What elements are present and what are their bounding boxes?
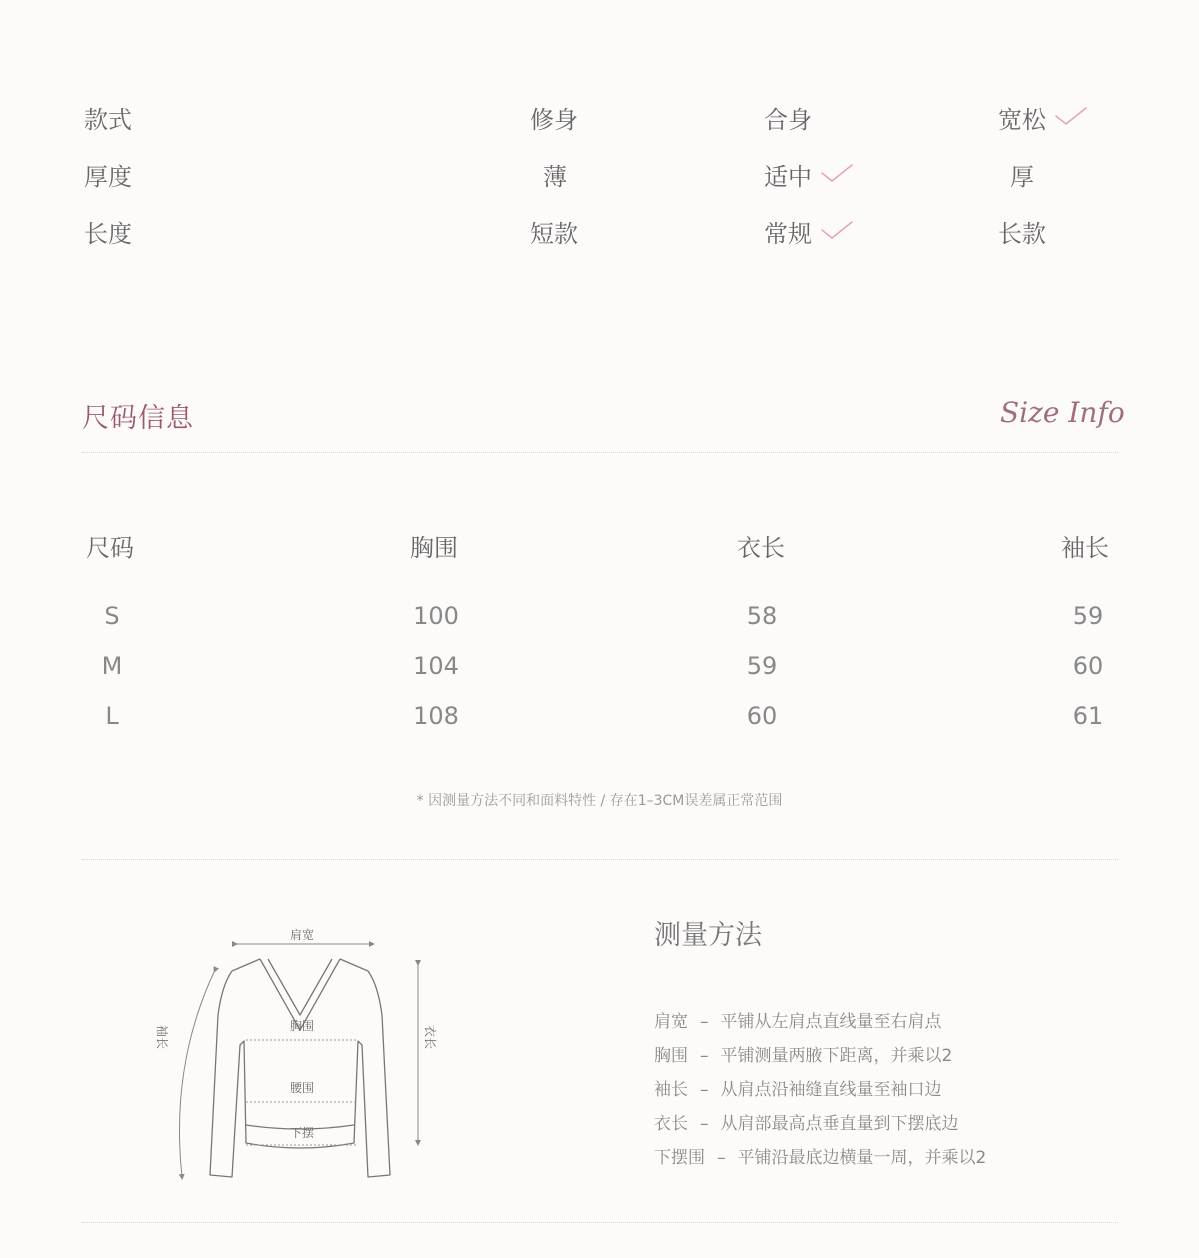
measurement-title: 测量方法 (654, 920, 762, 951)
measurement-term: 袖长 (654, 1080, 688, 1100)
cell-length: 59 (746, 652, 778, 680)
measurement-desc: 平铺沿最底边横量一周，并乘以2 (737, 1148, 987, 1168)
option-regular-length: 常规 (764, 220, 812, 248)
section-title: 尺码信息 (82, 403, 194, 434)
option-thin: 薄 (543, 163, 567, 191)
measurement-desc: 从肩点沿袖缝直线量至袖口边 (720, 1080, 942, 1100)
option-medium: 适中 (764, 163, 812, 191)
option-short: 短款 (530, 220, 578, 248)
list-item: 衣长 – 从肩部最高点垂直量到下摆底边 (654, 1114, 959, 1134)
list-item: 肩宽 – 平铺从左肩点直线量至右肩点 (654, 1012, 942, 1032)
label-waist: 腰围 (290, 1081, 315, 1095)
cell-sleeve: 59 (1072, 602, 1104, 630)
cell-length: 58 (746, 602, 778, 630)
section-title-en: Size Info (1000, 396, 1125, 429)
table-header-length: 衣长 (737, 534, 785, 562)
list-item: 下摆围 – 平铺沿最底边横量一周，并乘以2 (654, 1148, 987, 1168)
table-header-chest: 胸围 (410, 534, 458, 562)
measurement-note: * 因测量方法不同和面料特性 / 存在1–3CM误差属正常范围 (416, 793, 783, 809)
measurement-desc: 平铺测量两腋下距离，并乘以2 (720, 1046, 953, 1066)
attribute-label-length: 长度 (84, 220, 132, 248)
option-long: 长款 (998, 220, 1046, 248)
list-item: 袖长 – 从肩点沿袖缝直线量至袖口边 (654, 1080, 942, 1100)
cell-sleeve: 60 (1072, 652, 1104, 680)
check-mark-icon (820, 218, 854, 242)
measurement-term: 胸围 (654, 1046, 688, 1066)
cell-sleeve: 61 (1072, 702, 1104, 730)
cell-chest: 108 (413, 702, 459, 730)
measurement-desc: 平铺从左肩点直线量至右肩点 (720, 1012, 942, 1032)
label-shoulder: 肩宽 (290, 928, 315, 942)
table-header-size: 尺码 (86, 534, 134, 562)
option-loose: 宽松 (998, 106, 1046, 134)
measurement-term: 下摆围 (654, 1148, 705, 1168)
attribute-label-style: 款式 (84, 106, 132, 134)
cell-chest: 104 (413, 652, 459, 680)
measurement-term: 衣长 (654, 1114, 688, 1134)
list-item: 胸围 – 平铺测量两腋下距离，并乘以2 (654, 1046, 953, 1066)
check-mark-icon (820, 161, 854, 185)
divider (82, 1222, 1118, 1223)
cell-chest: 100 (413, 602, 459, 630)
label-hem: 下摆 (290, 1126, 315, 1140)
label-chest: 胸围 (290, 1019, 315, 1033)
label-sleeve: 袖长 (155, 1025, 169, 1050)
cell-size: L (105, 702, 119, 730)
option-slim: 修身 (530, 106, 578, 134)
divider (82, 859, 1118, 860)
garment-diagram (140, 915, 460, 1190)
label-length: 衣长 (423, 1025, 437, 1050)
table-header-sleeve: 袖长 (1061, 534, 1109, 562)
option-regular-fit: 合身 (764, 106, 812, 134)
sweater-outline (210, 959, 390, 1177)
check-mark-icon (1054, 104, 1088, 128)
divider (82, 452, 1118, 453)
cell-size: M (101, 652, 123, 680)
cell-length: 60 (746, 702, 778, 730)
measurement-desc: 从肩部最高点垂直量到下摆底边 (720, 1114, 959, 1134)
option-thick: 厚 (1010, 163, 1034, 191)
measurement-term: 肩宽 (654, 1012, 688, 1032)
attribute-label-thickness: 厚度 (84, 163, 132, 191)
cell-size: S (104, 602, 120, 630)
